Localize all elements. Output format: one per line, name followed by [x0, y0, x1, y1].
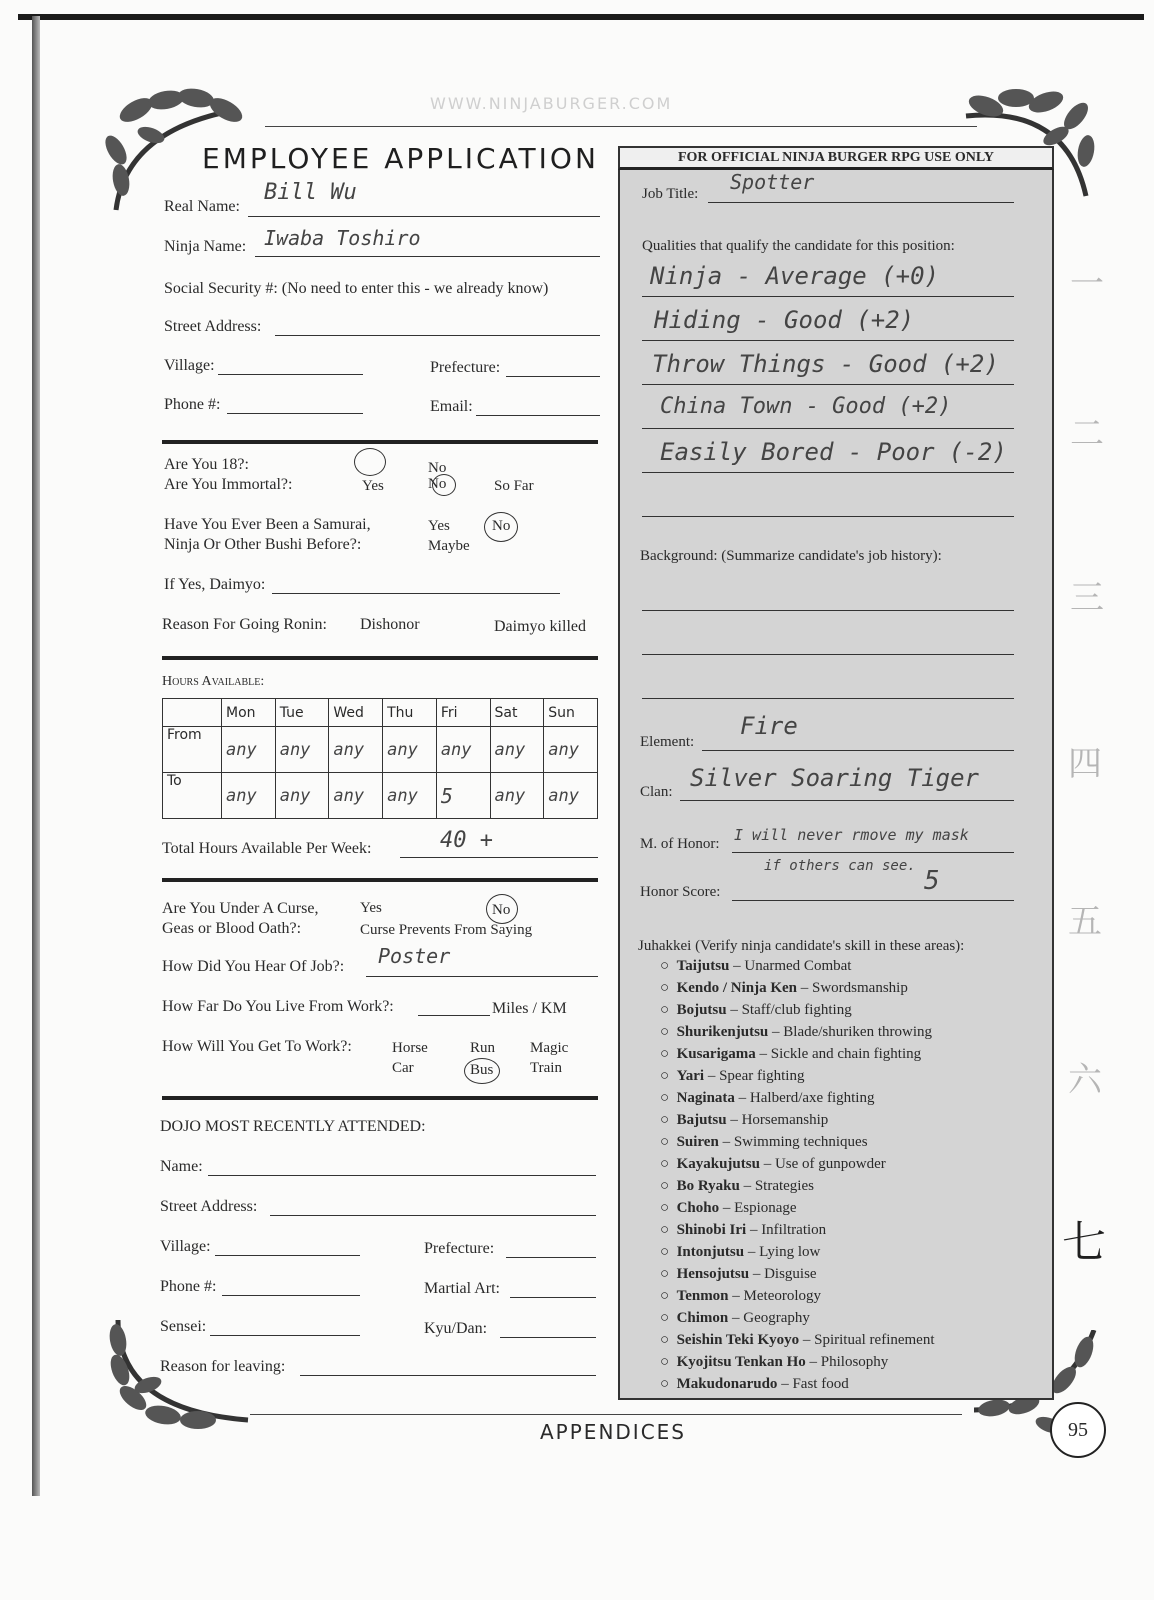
- job-title-line: [708, 202, 1014, 203]
- skill-checkbox-icon[interactable]: ○: [660, 1134, 670, 1150]
- skill-item[interactable]: ○ Choho – Espionage: [660, 1200, 797, 1216]
- background-line: [642, 698, 1014, 699]
- quality-line: [642, 428, 1014, 429]
- village-label: Village:: [164, 357, 215, 374]
- ninja-name-value[interactable]: Iwaba Toshiro: [264, 226, 421, 250]
- skill-item[interactable]: ○ Naginata – Halberd/axe fighting: [660, 1090, 875, 1106]
- side-kanji: 六: [1068, 1060, 1102, 1100]
- ronin-label: Reason For Going Ronin:: [162, 616, 327, 633]
- distance-label: How Far Do You Live From Work?:: [162, 998, 394, 1015]
- skill-item[interactable]: ○ Kendo / Ninja Ken – Swordsmanship: [660, 980, 908, 996]
- juhakkei-label: Juhakkei (Verify ninja candidate's skill in these areas):: [638, 938, 965, 954]
- dojo-prefecture-label: Prefecture:: [424, 1240, 495, 1257]
- skill-checkbox-icon[interactable]: ○: [660, 1332, 670, 1348]
- dojo-kyu-line: [500, 1337, 596, 1338]
- skill-desc: Staff/club fighting: [741, 1002, 852, 1018]
- travel-bus-circle[interactable]: [464, 1058, 500, 1084]
- day-header: Mon: [222, 699, 276, 727]
- element-value[interactable]: Fire: [740, 712, 798, 740]
- skills-list: [660, 958, 935, 1398]
- element-label: Element:: [640, 734, 695, 750]
- skill-checkbox-icon[interactable]: ○: [660, 1244, 670, 1260]
- travel-run[interactable]: Run: [470, 1040, 496, 1056]
- skill-item[interactable]: ○ Tenmon – Meteorology: [660, 1288, 822, 1304]
- from-cell[interactable]: any: [329, 727, 383, 773]
- hear-label: How Did You Hear Of Job?:: [162, 958, 345, 975]
- curse-prevents[interactable]: Curse Prevents From Saying: [360, 922, 533, 938]
- immortal-so-far[interactable]: So Far: [494, 478, 534, 494]
- skill-item[interactable]: ○ Chimon – Geography: [660, 1310, 810, 1326]
- prefecture-label: Prefecture:: [430, 359, 501, 376]
- real-name-line: [248, 216, 600, 217]
- skill-checkbox-icon[interactable]: ○: [660, 1090, 670, 1106]
- to-cell[interactable]: any: [275, 773, 329, 819]
- curse-no-circle[interactable]: [486, 894, 518, 924]
- skill-desc: Blade/shuriken throwing: [783, 1024, 933, 1040]
- element-line: [702, 750, 1014, 751]
- dojo-heading: DOJO MOST RECENTLY ATTENDED:: [160, 1118, 426, 1135]
- skill-name: Bajutsu: [676, 1112, 727, 1128]
- skill-name: Bo Ryaku: [676, 1178, 740, 1194]
- travel-horse[interactable]: Horse: [392, 1040, 428, 1056]
- village-line: [218, 374, 363, 375]
- skill-checkbox-icon[interactable]: ○: [660, 1200, 670, 1216]
- day-header: Sun: [544, 699, 598, 727]
- from-cell[interactable]: any: [436, 727, 490, 773]
- skill-desc: Unarmed Combat: [744, 958, 852, 974]
- immortal-no[interactable]: No: [428, 476, 447, 492]
- ninja-name-label: Ninja Name:: [164, 238, 247, 255]
- skill-checkbox-icon[interactable]: ○: [660, 1310, 670, 1326]
- to-cell[interactable]: any: [383, 773, 437, 819]
- dojo-sensei-line: [210, 1335, 360, 1336]
- immortal-no-circle[interactable]: [432, 474, 456, 496]
- quality-entry[interactable]: China Town - Good (+2): [660, 394, 952, 419]
- from-cell[interactable]: any: [383, 727, 437, 773]
- skill-name: Naginata: [676, 1090, 735, 1106]
- skill-item[interactable]: ○ Yari – Spear fighting: [660, 1068, 805, 1084]
- dojo-sensei-label: Sensei:: [160, 1318, 207, 1335]
- section-divider: [162, 656, 598, 660]
- hours-table: [162, 698, 598, 819]
- skill-desc: Horsemanship: [741, 1112, 829, 1128]
- dojo-village-label: Village:: [160, 1238, 211, 1255]
- samurai-no-circle[interactable]: [484, 512, 518, 542]
- footer-rule: [250, 1414, 962, 1415]
- curse-question-2: Geas or Blood Oath?:: [162, 920, 302, 937]
- immortal-yes[interactable]: Yes: [362, 478, 384, 494]
- dojo-reason-line: [300, 1375, 596, 1376]
- day-header: Wed: [329, 699, 383, 727]
- skill-item[interactable]: ○ Shinobi Iri – Infiltration: [660, 1222, 827, 1238]
- curse-question-1: Are You Under A Curse,: [162, 900, 319, 917]
- skill-checkbox-icon[interactable]: ○: [660, 1266, 670, 1282]
- skill-name: Taijutsu: [676, 958, 730, 974]
- skill-checkbox-icon[interactable]: ○: [660, 980, 670, 996]
- distance-line: [418, 1015, 490, 1016]
- travel-car[interactable]: Car: [392, 1060, 414, 1076]
- skill-name: Makudonarudo: [676, 1376, 778, 1392]
- to-cell[interactable]: any: [329, 773, 383, 819]
- age-yes-circle[interactable]: [354, 448, 386, 476]
- skill-name: Intonjutsu: [676, 1244, 745, 1260]
- skill-item[interactable]: ○ Bajutsu – Horsemanship: [660, 1112, 829, 1128]
- skill-item[interactable]: ○ Shurikenjutsu – Blade/shuriken throwing: [660, 1024, 933, 1040]
- skill-item[interactable]: ○ Kusarigama – Sickle and chain fighting: [660, 1046, 922, 1062]
- motto-value-line-2[interactable]: if others can see.: [764, 858, 916, 874]
- header-rule: [265, 126, 977, 127]
- hear-line: [366, 976, 598, 977]
- travel-train[interactable]: Train: [530, 1060, 562, 1076]
- curse-no[interactable]: No: [492, 902, 511, 918]
- skill-checkbox-icon[interactable]: ○: [660, 1288, 670, 1304]
- to-cell[interactable]: any: [544, 773, 598, 819]
- background-line: [642, 654, 1014, 655]
- skill-checkbox-icon[interactable]: ○: [660, 1112, 670, 1128]
- from-row-label: From: [163, 727, 222, 773]
- skill-desc: Spear fighting: [719, 1068, 805, 1084]
- skill-item[interactable]: ○ Kayakujutsu – Use of gunpowder: [660, 1156, 886, 1172]
- age-question: Are You 18?:: [164, 456, 249, 473]
- real-name-label: Real Name:: [164, 198, 240, 215]
- quality-entry[interactable]: Throw Things - Good (+2): [652, 350, 999, 378]
- to-cell[interactable]: 5: [436, 773, 490, 819]
- page-title: EMPLOYEE APPLICATION: [202, 142, 599, 175]
- skill-name: Shurikenjutsu: [676, 1024, 769, 1040]
- skill-item[interactable]: ○ Hensojutsu – Disguise: [660, 1266, 817, 1282]
- day-header: Fri: [436, 699, 490, 727]
- clan-value[interactable]: Silver Soaring Tiger: [690, 764, 979, 792]
- section-divider: [162, 1096, 598, 1100]
- skill-item[interactable]: ○ Kyojitsu Tenkan Ho – Philosophy: [660, 1354, 889, 1370]
- skill-desc: Geography: [743, 1310, 810, 1326]
- skill-checkbox-icon[interactable]: ○: [660, 1222, 670, 1238]
- skill-item[interactable]: ○ Suiren – Swimming techniques: [660, 1134, 868, 1150]
- skill-name: Kyojitsu Tenkan Ho: [676, 1354, 806, 1370]
- skill-name: Kayakujutsu: [676, 1156, 760, 1172]
- skill-name: Choho: [676, 1200, 720, 1216]
- side-kanji: 五: [1068, 902, 1102, 942]
- dojo-kyu-label: Kyu/Dan:: [424, 1320, 488, 1337]
- ssn-label: Social Security #: (No need to enter this - we already know): [164, 280, 549, 297]
- skill-desc: Strategies: [754, 1178, 814, 1194]
- skill-desc: Halberd/axe fighting: [749, 1090, 875, 1106]
- total-hours-value[interactable]: 40 +: [440, 828, 493, 853]
- clan-label: Clan:: [640, 784, 673, 800]
- dojo-name-line: [208, 1175, 596, 1176]
- quality-line: [642, 516, 1014, 517]
- street-label: Street Address:: [164, 318, 262, 335]
- binding-edge: [32, 16, 40, 1496]
- prefecture-line: [506, 376, 600, 377]
- skill-checkbox-icon[interactable]: ○: [660, 1002, 670, 1018]
- from-cell[interactable]: any: [275, 727, 329, 773]
- quality-entry[interactable]: Easily Bored - Poor (-2): [660, 438, 1007, 466]
- from-cell[interactable]: any: [222, 727, 276, 773]
- skill-desc: Swordsmanship: [812, 980, 908, 996]
- page-number: 95: [1050, 1402, 1106, 1458]
- ninja-name-line: [255, 256, 600, 257]
- quality-line: [642, 472, 1014, 473]
- skill-name: Bojutsu: [676, 1002, 727, 1018]
- honor-score-line: [732, 900, 1014, 901]
- email-label: Email:: [430, 398, 473, 415]
- day-header: Sat: [490, 699, 544, 727]
- side-kanji: 一: [1070, 264, 1104, 304]
- travel-magic[interactable]: Magic: [530, 1040, 569, 1056]
- from-cell[interactable]: any: [544, 727, 598, 773]
- dojo-street-label: Street Address:: [160, 1198, 258, 1215]
- samurai-yes[interactable]: Yes: [428, 518, 450, 534]
- dojo-phone-label: Phone #:: [160, 1278, 217, 1295]
- skill-desc: Fast food: [792, 1376, 849, 1392]
- skill-name: Seishin Teki Kyoyo: [676, 1332, 800, 1348]
- skill-checkbox-icon[interactable]: ○: [660, 1178, 670, 1194]
- skill-name: Shinobi Iri: [676, 1222, 747, 1238]
- skill-checkbox-icon[interactable]: ○: [660, 1376, 670, 1392]
- dojo-street-line: [270, 1215, 596, 1216]
- skill-desc: Use of gunpowder: [774, 1156, 886, 1172]
- skill-desc: Lying low: [759, 1244, 821, 1260]
- dojo-reason-label: Reason for leaving:: [160, 1358, 286, 1375]
- skill-desc: Espionage: [734, 1200, 797, 1216]
- to-row-label: To: [163, 773, 222, 819]
- curse-yes[interactable]: Yes: [360, 900, 382, 916]
- qualities-label: Qualities that qualify the candidate for this position:: [642, 238, 955, 254]
- skill-desc: Philosophy: [820, 1354, 889, 1370]
- distance-unit: Miles / KM: [492, 1000, 567, 1017]
- dojo-name-label: Name:: [160, 1158, 203, 1175]
- skill-name: Hensojutsu: [676, 1266, 750, 1282]
- to-cell[interactable]: any: [222, 773, 276, 819]
- total-hours-line: [400, 857, 598, 858]
- skill-checkbox-icon[interactable]: ○: [660, 1024, 670, 1040]
- samurai-question-2: Ninja Or Other Bushi Before?:: [164, 536, 362, 553]
- section-divider: [162, 440, 598, 444]
- skill-item[interactable]: ○ Bojutsu – Staff/club fighting: [660, 1002, 852, 1018]
- skill-desc: Sickle and chain fighting: [770, 1046, 922, 1062]
- dojo-martial-label: Martial Art:: [424, 1280, 500, 1297]
- ronin-daimyo-killed[interactable]: Daimyo killed: [494, 618, 586, 635]
- clan-line: [680, 800, 1014, 801]
- skill-desc: Meteorology: [743, 1288, 822, 1304]
- skill-name: Kendo / Ninja Ken: [676, 980, 797, 996]
- travel-label: How Will You Get To Work?:: [162, 1038, 352, 1055]
- side-kanji: 二: [1070, 414, 1104, 454]
- samurai-no[interactable]: No: [492, 518, 511, 534]
- age-no[interactable]: No: [428, 460, 447, 476]
- phone-label: Phone #:: [164, 396, 221, 413]
- immortal-question: Are You Immortal?:: [164, 476, 293, 493]
- skill-item[interactable]: ○ Intonjutsu – Lying low: [660, 1244, 821, 1260]
- skill-desc: Disguise: [764, 1266, 817, 1282]
- samurai-maybe[interactable]: Maybe: [428, 538, 470, 554]
- daimyo-label: If Yes, Daimyo:: [164, 576, 266, 593]
- skill-desc: Infiltration: [761, 1222, 827, 1238]
- from-cell[interactable]: any: [490, 727, 544, 773]
- phone-line: [227, 413, 363, 414]
- background-label: Background: (Summarize candidate's job history):: [640, 548, 942, 564]
- skill-item[interactable]: ○ Makudonarudo – Fast food: [660, 1376, 849, 1392]
- background-line: [642, 610, 1014, 611]
- daimyo-line: [272, 593, 560, 594]
- day-header: Thu: [383, 699, 437, 727]
- skill-name: Suiren: [676, 1134, 719, 1150]
- skill-name: Tenmon: [676, 1288, 729, 1304]
- street-line: [275, 335, 600, 336]
- side-kanji: 四: [1068, 744, 1102, 784]
- motto-value-line-1[interactable]: I will never rmove my mask: [734, 826, 969, 844]
- skill-checkbox-icon[interactable]: ○: [660, 1046, 670, 1062]
- skill-checkbox-icon[interactable]: ○: [660, 1068, 670, 1084]
- skill-checkbox-icon[interactable]: ○: [660, 958, 670, 974]
- to-cell[interactable]: any: [490, 773, 544, 819]
- dojo-prefecture-line: [506, 1257, 596, 1258]
- skill-item[interactable]: ○ Taijutsu – Unarmed Combat: [660, 958, 852, 974]
- quality-entry[interactable]: Ninja - Average (+0): [650, 262, 939, 290]
- hear-value[interactable]: Poster: [378, 944, 451, 968]
- motto-label: M. of Honor:: [640, 836, 720, 852]
- real-name-value[interactable]: Bill Wu: [264, 180, 357, 205]
- honor-score-value[interactable]: 5: [924, 866, 940, 896]
- total-hours-label: Total Hours Available Per Week:: [162, 840, 372, 857]
- quality-line: [642, 340, 1014, 341]
- skill-desc: Swimming techniques: [733, 1134, 868, 1150]
- motto-line: [732, 852, 1014, 853]
- skill-name: Yari: [676, 1068, 705, 1084]
- side-kanji-current: 七: [1062, 1217, 1106, 1268]
- honor-score-label: Honor Score:: [640, 884, 721, 900]
- official-use-heading: FOR OFFICIAL NINJA BURGER RPG USE ONLY: [618, 146, 1054, 170]
- job-title-label: Job Title:: [642, 186, 699, 202]
- footer-label: APPENDICES: [540, 1420, 686, 1444]
- skill-checkbox-icon[interactable]: ○: [660, 1354, 670, 1370]
- skill-checkbox-icon[interactable]: ○: [660, 1156, 670, 1172]
- ronin-dishonor[interactable]: Dishonor: [360, 616, 420, 633]
- skill-item[interactable]: ○ Bo Ryaku – Strategies: [660, 1178, 814, 1194]
- section-divider: [162, 878, 598, 882]
- skill-item[interactable]: ○ Seishin Teki Kyoyo – Spiritual refinement: [660, 1332, 935, 1348]
- quality-entry[interactable]: Hiding - Good (+2): [654, 306, 915, 334]
- skill-desc: Spiritual refinement: [814, 1332, 935, 1348]
- email-line: [476, 415, 600, 416]
- hours-label: Hours Available:: [162, 674, 265, 689]
- samurai-question-1: Have You Ever Been a Samurai,: [164, 516, 371, 533]
- skill-name: Chimon: [676, 1310, 729, 1326]
- quality-line: [642, 296, 1014, 297]
- skill-name: Kusarigama: [676, 1046, 756, 1062]
- quality-line: [642, 384, 1014, 385]
- day-header: Tue: [275, 699, 329, 727]
- website-url: WWW.NINJABURGER.COM: [430, 94, 673, 113]
- side-kanji: 三: [1070, 578, 1104, 618]
- dojo-phone-line: [222, 1295, 360, 1296]
- travel-bus[interactable]: Bus: [470, 1062, 494, 1078]
- job-title-value[interactable]: Spotter: [730, 170, 815, 194]
- dojo-martial-line: [510, 1297, 596, 1298]
- dojo-village-line: [215, 1255, 360, 1256]
- top-border: [18, 14, 1144, 20]
